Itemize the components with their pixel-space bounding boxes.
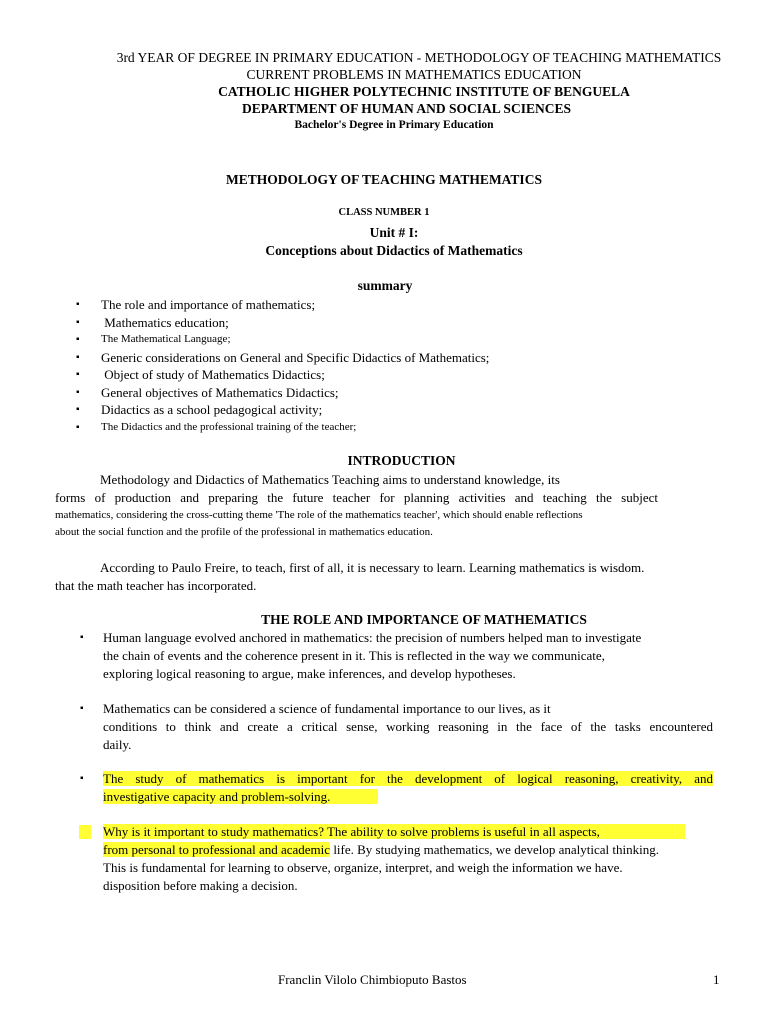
highlight-marker	[79, 825, 91, 839]
list-item: ▪ General objectives of Mathematics Didactics;	[76, 384, 339, 400]
bullet-icon: ▪	[80, 773, 84, 784]
bullet-icon: ▪	[76, 386, 80, 398]
bullet-icon: ▪	[76, 369, 80, 380]
page-number: 1	[713, 972, 720, 987]
role-section-heading: THE ROLE AND IMPORTANCE OF MATHEMATICS	[261, 612, 587, 627]
bullet-icon: ▪	[80, 703, 84, 714]
role-paragraph-1: Human language evolved anchored in mathematics: the precision of numbers helped man to investigate the chain of events and the coherence present in it. This is reflected in the way we communicate, exploring logical reasoning to argue, make inferences, and develop hypotheses.	[103, 630, 642, 681]
freire-line-2: that the math teacher has incorporated.	[55, 578, 257, 593]
list-item: ▪ Didactics as a school pedagogical activity;	[76, 402, 323, 417]
header-line-degree: Bachelor's Degree in Primary Education	[294, 119, 494, 131]
introduction-heading: INTRODUCTION	[347, 453, 456, 468]
intro-line-3: mathematics, considering the cross-cutting theme 'The role of the mathematics teacher', which should enable reflections	[55, 509, 583, 521]
bullet-icon: ▪	[76, 334, 80, 345]
list-item: ▪ Generic considerations on General and Specific Didactics of Mathematics;	[76, 349, 490, 365]
course-title: METHODOLOGY OF TEACHING MATHEMATICS	[226, 172, 542, 187]
header-line-course: CURRENT PROBLEMS IN MATHEMATICS EDUCATION	[246, 67, 582, 82]
intro-line-2: forms of production and preparing the future teacher for planning activities and teaching the subject	[55, 490, 658, 505]
freire-line-1: According to Paulo Freire, to teach, first of all, it is necessary to learn. Learning mathematics is wisdom.	[100, 560, 645, 575]
header-line-program: 3rd YEAR OF DEGREE IN PRIMARY EDUCATION - METHODOLOGY OF TEACHING MATHEMATICS	[116, 50, 722, 65]
footer-author: Franclin Vilolo Chimbioputo Bastos	[278, 972, 467, 987]
class-number: CLASS NUMBER 1	[338, 207, 430, 218]
bullet-icon: ▪	[76, 316, 80, 328]
header-line-institute: CATHOLIC HIGHER POLYTECHNIC INSTITUTE OF BENGUELA	[218, 84, 630, 99]
summary-list	[76, 296, 489, 436]
list-item: ▪ Object of study of Mathematics Didactics;	[76, 367, 325, 382]
unit-label: Unit # I:	[369, 225, 419, 240]
bullet-icon: ▪	[76, 351, 80, 363]
intro-line-1: Methodology and Didactics of Mathematics Teaching aims to understand knowledge, its	[100, 472, 560, 487]
role-paragraph-4: Why is it important to study mathematics? The ability to solve problems is useful in all aspects, from personal to professional and academic life. By studying mathematics, we develop analytical thinking. This is fundamental for learning to observe, organize, interpret, and weigh the information we have. disposition before making a decision.	[103, 823, 713, 895]
bullet-icon: ▪	[80, 632, 84, 643]
list-item: ▪ The Mathematical Language;	[76, 331, 489, 349]
list-item: ▪ The role and importance of mathematics;	[76, 297, 316, 312]
list-item: ▪ Mathematics education;	[76, 314, 229, 330]
role-paragraph-2: Mathematics can be considered a science of fundamental importance to our lives, as it conditions to think and create a critical sense, working reasoning in the face of the tasks encountered daily.	[103, 701, 713, 752]
list-item: ▪ The Didactics and the professional training of the teacher;	[76, 419, 489, 437]
intro-line-4: about the social function and the profile of the professional in mathematics education.	[55, 526, 433, 538]
summary-heading: summary	[357, 278, 413, 293]
bullet-icon: ▪	[76, 299, 80, 310]
unit-title: Conceptions about Didactics of Mathematics	[265, 243, 523, 258]
bullet-icon: ▪	[76, 421, 80, 433]
bullet-icon: ▪	[76, 404, 80, 415]
header-line-department: DEPARTMENT OF HUMAN AND SOCIAL SCIENCES	[242, 101, 571, 116]
role-paragraph-3-highlighted: The study of mathematics is important for the development of logical reasoning, creativity, and investigative capacity and problem-solving.	[103, 771, 713, 804]
